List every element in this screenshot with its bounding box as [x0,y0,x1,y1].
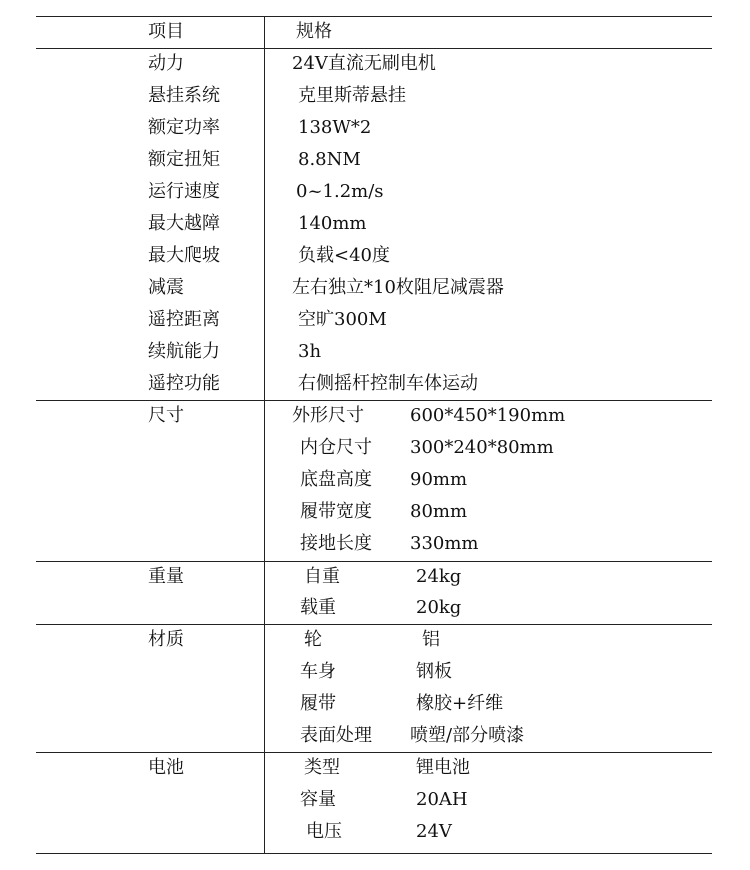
row-label: 额定功率 [148,117,220,138]
table-bottom-rule [36,853,712,854]
row-label: 遥控功能 [148,373,220,394]
section-label: 尺寸 [148,405,184,426]
header-item: 项目 [148,21,184,42]
spec-key: 内仓尺寸 [300,437,372,458]
spec-value: 铝 [422,629,440,650]
spec-value: 330mm [410,533,479,554]
spec-value: 80mm [410,501,468,522]
spec-value: 20AH [416,789,468,810]
row-label: 最大越障 [148,213,220,234]
spec-key: 载重 [300,597,336,618]
row-label: 额定扭矩 [148,149,220,170]
row-value: 左右独立*10枚阻尼减震器 [292,277,504,298]
row-value: 空旷300M [298,309,387,330]
spec-key: 履带宽度 [300,501,372,522]
row-label: 减震 [148,277,184,298]
section-rule [36,624,712,625]
spec-value: 90mm [410,469,468,490]
spec-key: 底盘高度 [300,469,372,490]
column-divider [264,16,265,854]
table-top-rule [36,16,712,17]
spec-key: 电压 [306,821,342,842]
row-value: 0~1.2m/s [296,181,384,202]
row-label: 遥控距离 [148,309,220,330]
spec-key: 类型 [304,757,340,778]
spec-value: 橡胶+纤维 [416,693,504,714]
spec-key: 自重 [304,566,340,587]
row-value: 负载<40度 [298,245,390,266]
row-value: 8.8NM [298,149,361,170]
section-rule [36,752,712,753]
spec-key: 轮 [304,629,322,650]
spec-key: 外形尺寸 [292,405,364,426]
row-value: 克里斯蒂悬挂 [298,85,406,106]
spec-key: 表面处理 [300,725,372,746]
row-label: 悬挂系统 [148,85,220,106]
spec-value: 300*240*80mm [410,437,554,458]
spec-value: 24kg [416,566,462,587]
section-rule [36,400,712,401]
spec-value: 24V [416,821,452,842]
spec-value: 600*450*190mm [410,405,566,426]
spec-value: 20kg [416,597,462,618]
row-label: 动力 [148,53,184,74]
row-value: 右侧摇杆控制车体运动 [298,373,478,394]
spec-key: 接地长度 [300,533,372,554]
spec-value: 钢板 [416,661,452,682]
section-label: 电池 [148,757,184,778]
row-value: 138W*2 [298,117,372,138]
row-value: 24V直流无刷电机 [292,53,436,74]
row-value: 140mm [298,213,367,234]
row-value: 3h [298,341,322,362]
section-label: 重量 [148,566,184,587]
row-label: 运行速度 [148,181,220,202]
section-rule [36,561,712,562]
spec-value: 喷塑/部分喷漆 [410,725,525,746]
spec-value: 锂电池 [416,757,470,778]
header-spec: 规格 [296,21,332,42]
row-label: 续航能力 [148,341,220,362]
row-label: 最大爬坡 [148,245,220,266]
spec-key: 履带 [300,693,336,714]
spec-key: 车身 [300,661,336,682]
spec-key: 容量 [300,789,336,810]
section-label: 材质 [148,629,184,650]
